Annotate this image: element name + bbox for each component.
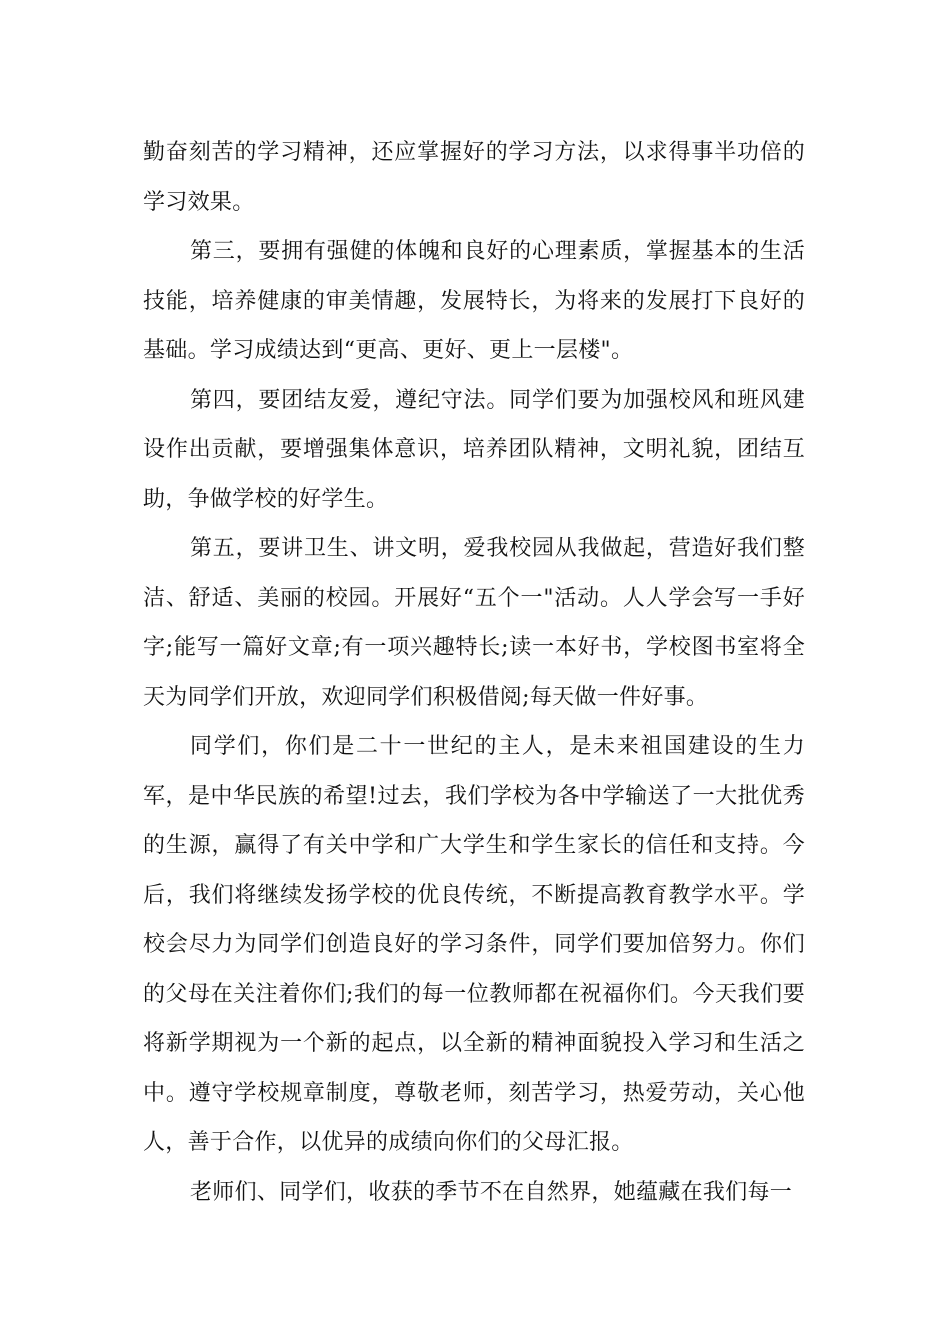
paragraph-fourth-point: 第四，要团结友爱，遵纪守法。同学们要为加强校风和班风建设作出贡献，要增强集体意识，培养团队精神，文明礼貌，团结互助，争做学校的好学生。 bbox=[143, 387, 805, 512]
paragraph-students-address: 同学们，你们是二十一世纪的主人，是未来祖国建设的生力军，是中华民族的希望!过去，我们学校为各中学输送了一大批优秀的生源，赢得了有关中学和广大学生和学生家长的信任和支持。今后，我们将继续发扬学校的优良传统，不断提高教育教学水平。学校会尽力为同学们创造良好的学习条件，同学们要加倍努力。你们的父母在关注着你们;我们的每一位教师都在祝福你们。今天我们要将新学期视为一个新的起点，以全新的精神面貌投入学习和生活之中。遵守学校规章制度，尊敬老师，刻苦学习，热爱劳动，关心他人，善于合作，以优异的成绩向你们的父母汇报。 bbox=[143, 734, 805, 1155]
paragraph-fifth-point: 第五，要讲卫生、讲文明，爱我校园从我做起，营造好我们整洁、舒适、美丽的校园。开展好“五个一"活动。人人学会写一手好字;能写一篇好文章;有一项兴趣特长;读一本好书，学校图书室将全天为同学们开放，欢迎同学们积极借阅;每天做一件好事。 bbox=[143, 536, 805, 710]
paragraph-continuation: 勤奋刻苦的学习精神，还应掌握好的学习方法，以求得事半功倍的学习效果。 bbox=[143, 140, 805, 215]
paragraph-closing-start: 老师们、同学们，收获的季节不在自然界，她蕴藏在我们每一 bbox=[190, 1179, 793, 1205]
document-body bbox=[143, 128, 805, 1217]
paragraph-third-point: 第三，要拥有强健的体魄和良好的心理素质，掌握基本的生活技能，培养健康的审美情趣，发展特长，为将来的发展打下良好的基础。学习成绩达到“更高、更好、更上一层楼"。 bbox=[143, 239, 805, 363]
